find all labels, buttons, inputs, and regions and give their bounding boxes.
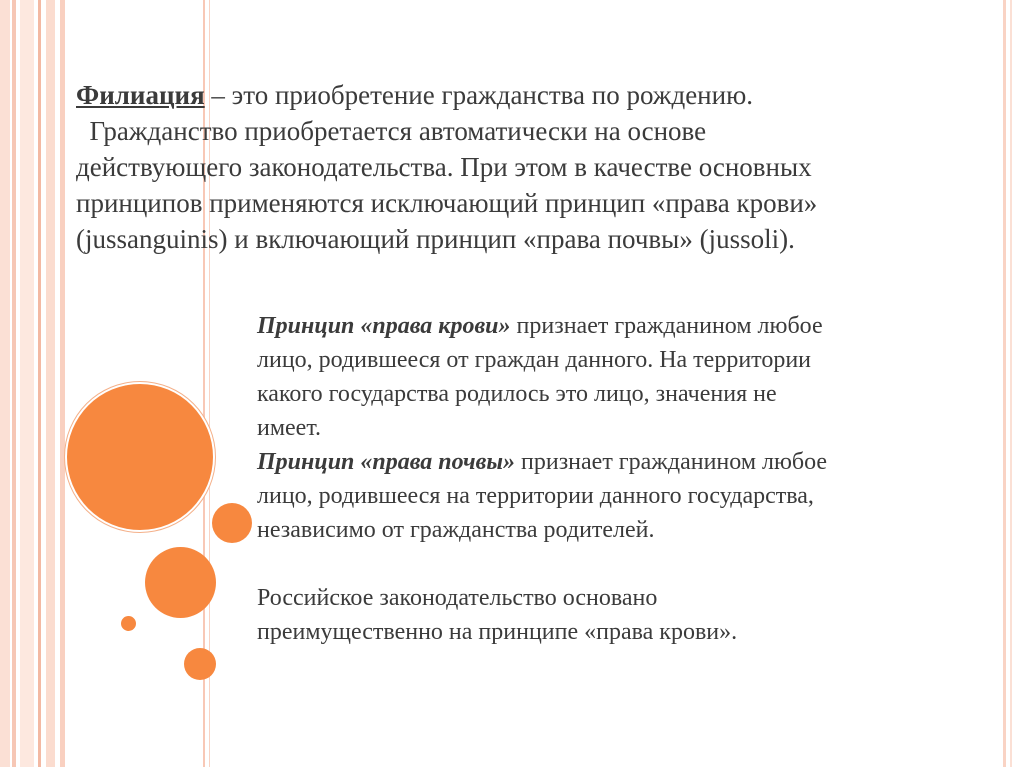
soil-principle-term: Принцип «права почвы» <box>257 449 515 475</box>
blood-principle-text: признает гражданином любое <box>510 313 823 339</box>
decor-stripe-4 <box>38 0 41 767</box>
soil-principle-line-2: лицо, родившееся на территории данного государства, <box>257 483 814 509</box>
definition-line-2: Гражданство приобретается автоматически на основе <box>76 116 707 146</box>
filiation-term: Филиация <box>76 80 205 110</box>
decor-stripe-5 <box>46 0 55 767</box>
definition-line-1 <box>76 77 976 113</box>
blood-principle-line-2: лицо, родившееся от граждан данного. На территории <box>257 347 812 373</box>
decor-circle-small-1 <box>212 503 252 543</box>
spacer <box>257 547 957 581</box>
definition-line-5: (jussanguinis) и включающий принцип «права почвы» (jussoli). <box>76 224 795 254</box>
russian-law-line-1: Российское законодательство основано <box>257 585 658 611</box>
definition-text: – это приобретение гражданства по рождению. <box>204 80 754 110</box>
soil-principle-text: признает гражданином любое <box>515 449 828 475</box>
decor-stripe-1 <box>0 0 10 767</box>
blood-principle-term: Принцип «права крови» <box>257 313 511 339</box>
decor-stripe-6 <box>60 0 65 767</box>
blood-principle-line-4: имеет. <box>257 415 322 441</box>
russian-law-line-2: преимущественно на принципе «права крови». <box>257 619 738 645</box>
decor-circle-tiny <box>121 616 136 631</box>
decor-circle-small-2 <box>184 648 216 680</box>
decor-stripe-3 <box>20 0 34 767</box>
definition-line-4: принципов применяются исключающий принцип «права крови» <box>76 188 818 218</box>
definition-line-3: действующего законодательства. При этом в качестве основных <box>76 152 812 182</box>
filiation-definition <box>76 77 976 257</box>
decor-stripe-10 <box>1010 0 1012 767</box>
principles-block <box>257 309 957 649</box>
decor-circle-medium <box>145 547 216 618</box>
soil-principle-line-1 <box>257 445 957 479</box>
blood-principle-line-3: какого государства родилось это лицо, значения не <box>257 381 777 407</box>
decor-circle-large <box>67 384 213 530</box>
decor-stripe-9 <box>1003 0 1006 767</box>
blood-principle-line-1 <box>257 309 957 343</box>
decor-stripe-2 <box>12 0 16 767</box>
soil-principle-line-3: независимо от гражданства родителей. <box>257 517 655 543</box>
